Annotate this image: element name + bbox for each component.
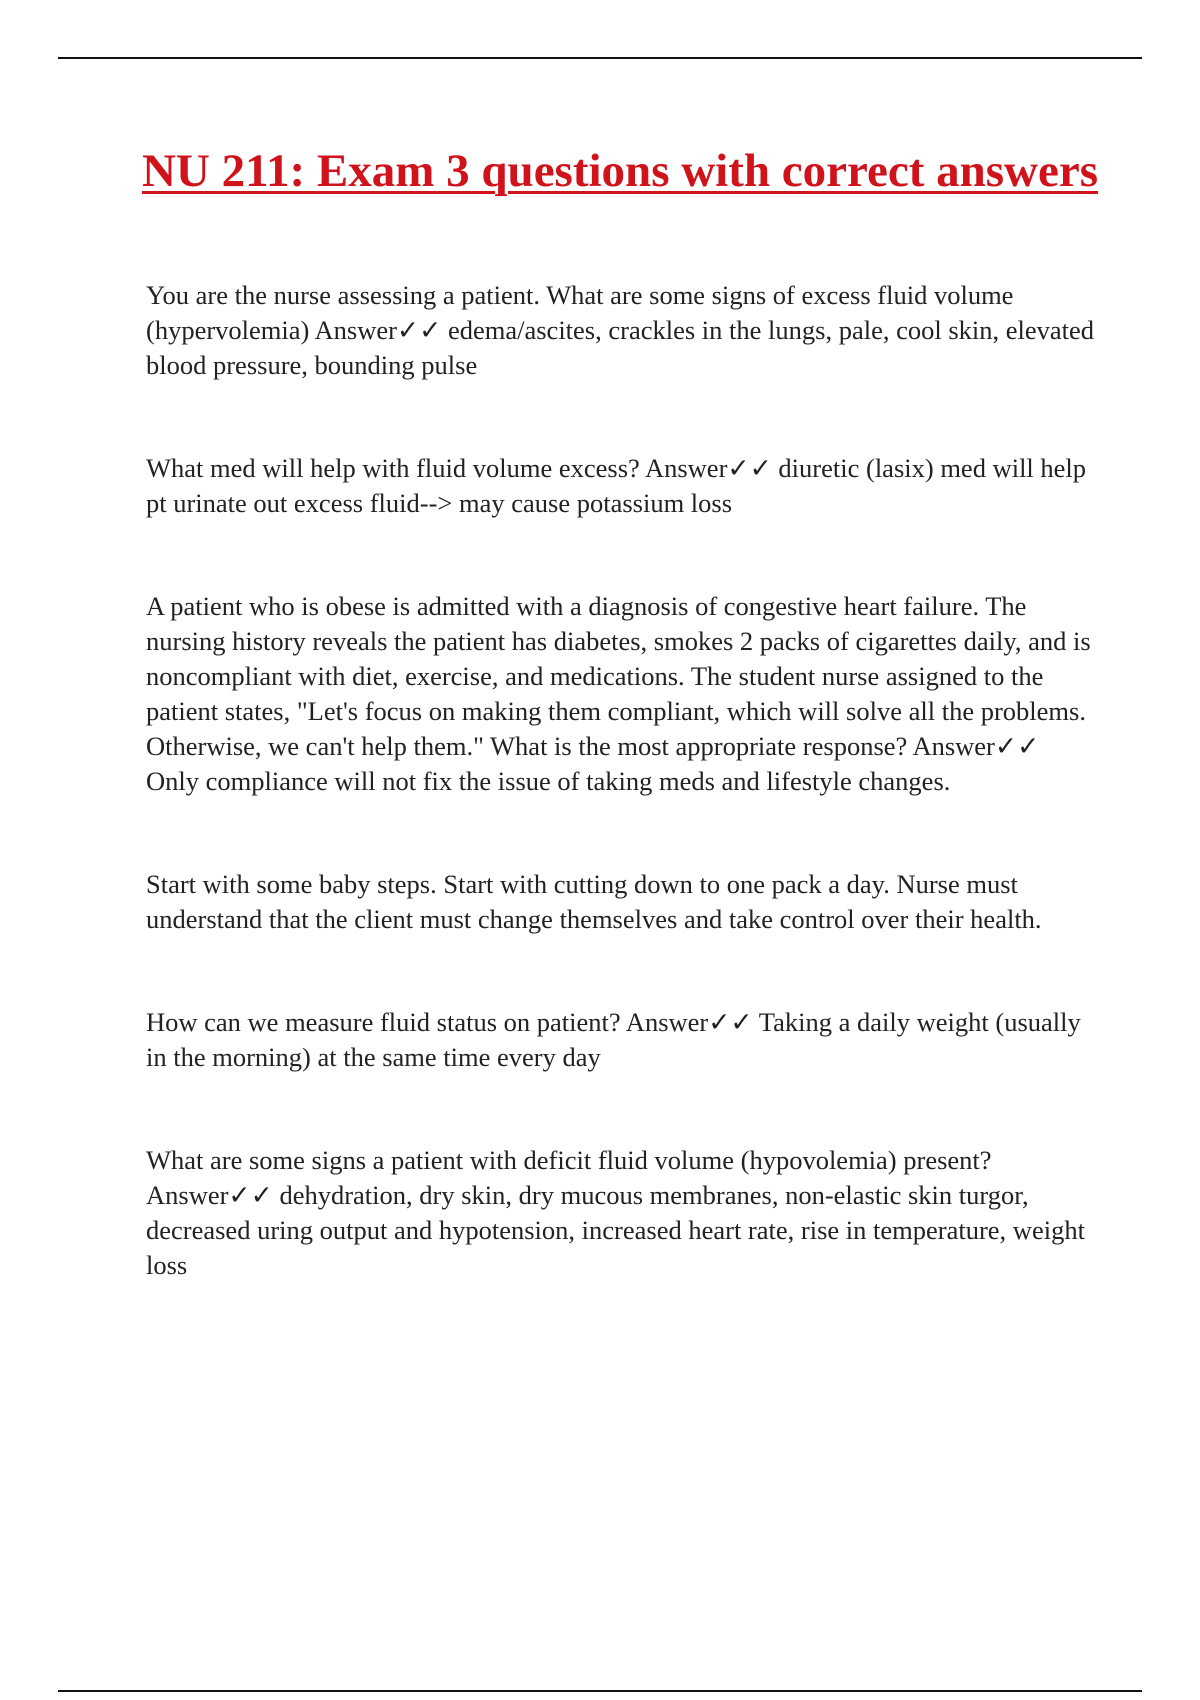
qa-entry-5: How can we measure fluid status on patient? Answer✓✓ Taking a daily weight (usually in the morning) at the same time every day (146, 1007, 1081, 1072)
qa-entry-2: What med will help with fluid volume excess? Answer✓✓ diuretic (lasix) med will help pt urinate out excess fluid--> may cause potassium loss (146, 453, 1087, 518)
qa-entry-4: Start with some baby steps. Start with cutting down to one pack a day. Nurse must understand that the client must change themselves and take control over their health. (146, 869, 1042, 934)
document-body (146, 278, 1096, 1283)
top-divider (58, 57, 1142, 59)
bottom-divider (58, 1690, 1142, 1692)
qa-entry-3: A patient who is obese is admitted with a diagnosis of congestive heart failure. The nursing history reveals the patient has diabetes, smokes 2 packs of cigarettes daily, and is noncompliant with diet, exercise, and medications. The student nurse assigned to the patient states, "Let's focus on making them compliant, which will solve all the problems. Otherwise, we can't help them." What is the most appropriate response? Answer✓✓ Only compliance will not fix the issue of taking meds and lifestyle changes. (146, 591, 1091, 796)
qa-entry-1: You are the nurse assessing a patient. What are some signs of excess fluid volume (hypervolemia) Answer✓✓ edema/ascites, crackles in the lungs, pale, cool skin, elevated blood pressure, bounding pulse (146, 280, 1095, 380)
document-title: NU 211: Exam 3 questions with correct answers (141, 145, 1099, 197)
qa-entry-6: What are some signs a patient with deficit fluid volume (hypovolemia) present? Answer✓✓ dehydration, dry skin, dry mucous membranes, non-elastic skin turgor, decreased uring output and hypotension, increased heart rate, rise in temperature, weight loss (146, 1145, 1085, 1280)
